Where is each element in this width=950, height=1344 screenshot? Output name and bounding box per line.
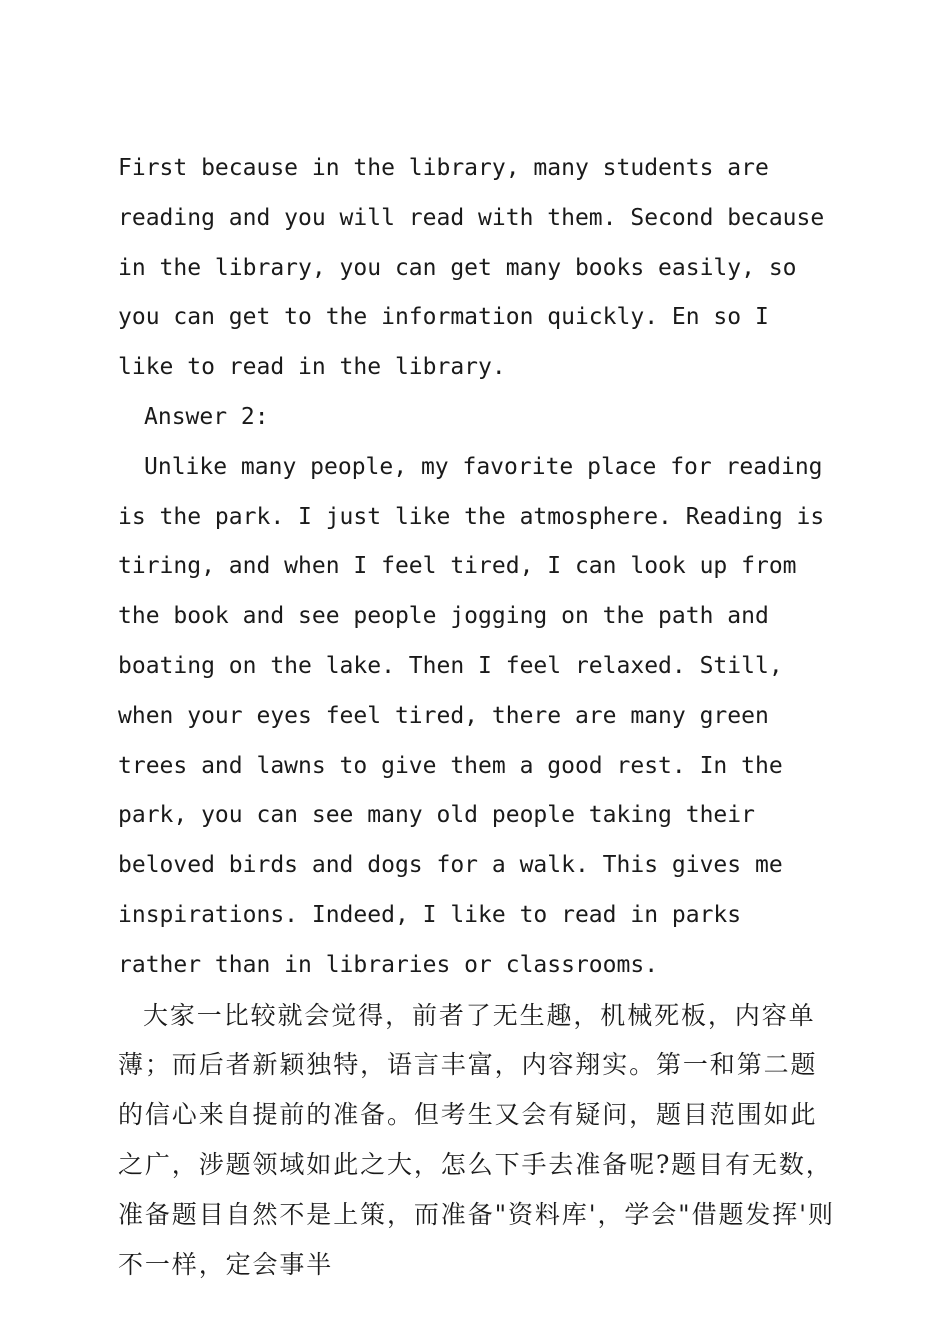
paragraph-library-reasons: First because in the library, many students are reading and you will read with them. Second because in the library, you can get many books easily, so you can get to the information quickly. En so I like to read in the library. [118,155,839,381]
document-body [118,144,838,1289]
paragraph-chinese-commentary: 大家一比较就会觉得，前者了无生趣，机械死板，内容单薄；而后者新颖独特，语言丰富，内容翔实。第一和第二题的信心来自提前的准备。但考生又会有疑问，题目范围如此之广，涉题领域如此之大，怎么下手去准备呢?题目有无数，准备题目自然不是上策，而准备"资料库'，学会"借题发挥'则不一样，定会事半 [118,1000,835,1279]
paragraph-park-answer: Unlike many people, my favorite place for reading is the park. I just like the atmosphere. Reading is tiring, and when I feel tired, I can look up from the book and see people jogging on the path and boating on the lake. Then I feel relaxed. Still, when your eyes feel tired, there are many green trees and lawns to give them a good rest. In the park, you can see many old people taking their beloved birds and dogs for a walk. This gives me inspirations. Indeed, I like to read in parks rather than in libraries or classrooms. [118,453,839,978]
answer-2-heading: Answer 2: [144,403,269,430]
